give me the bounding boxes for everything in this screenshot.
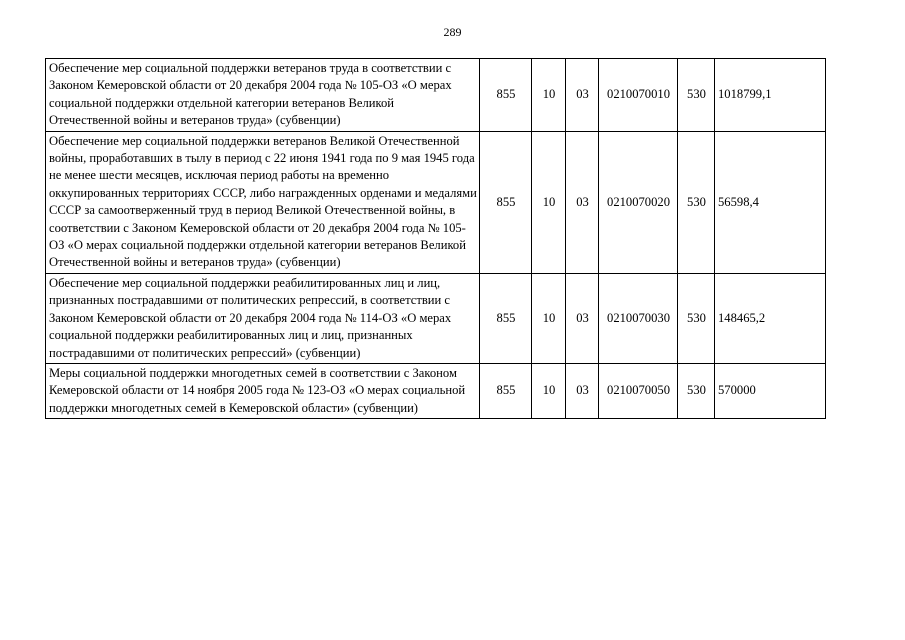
table-row (46, 273, 826, 363)
section-code: 10 (532, 131, 566, 273)
ministry-code: 855 (480, 363, 532, 418)
amount: 56598,4 (715, 131, 826, 273)
row-description: Обеспечение мер социальной поддержки ветеранов Великой Отечественной войны, проработавших в тылу в период с 22 июня 1941 года по 9 мая 1945 года не менее шести месяцев, исключая период работы на временно оккупированных территориях СССР, либо награжденных орденами и медалями СССР за самоотверженный труд в период Великой Отечественной войны, в соответствии с Законом Кемеровской области от 20 декабря 2004 года № 105-ОЗ «О мерах социальной поддержки отдельной категории ветеранов Великой Отечественной войны и ветеранов труда» (субвенции) (46, 131, 480, 273)
subsection-code: 03 (566, 273, 599, 363)
ministry-code: 855 (480, 131, 532, 273)
row-description: Меры социальной поддержки многодетных семей в соответствии с Законом Кемеровской области от 14 ноября 2005 года № 123-ОЗ «О мерах социальной поддержки многодетных семей в Кемеровской области» (субвенции) (46, 363, 480, 418)
expense-type-code: 530 (678, 131, 715, 273)
ministry-code: 855 (480, 59, 532, 132)
row-description: Обеспечение мер социальной поддержки реабилитированных лиц и лиц, признанных пострадавшими от политических репрессий, в соответствии с Законом Кемеровской области от 20 декабря 2004 года № 114-ОЗ «О мерах социальной поддержки реабилитированных лиц и лиц, признанных пострадавшими от политических репрессий» (субвенции) (46, 273, 480, 363)
amount: 1018799,1 (715, 59, 826, 132)
ministry-code: 855 (480, 273, 532, 363)
section-code: 10 (532, 363, 566, 418)
target-article-code: 0210070050 (599, 363, 678, 418)
subsection-code: 03 (566, 131, 599, 273)
amount: 148465,2 (715, 273, 826, 363)
amount: 570000 (715, 363, 826, 418)
subsection-code: 03 (566, 59, 599, 132)
page-number: 289 (443, 25, 462, 39)
budget-table (45, 58, 826, 419)
expense-type-code: 530 (678, 273, 715, 363)
target-article-code: 0210070020 (599, 131, 678, 273)
section-code: 10 (532, 273, 566, 363)
target-article-code: 0210070010 (599, 59, 678, 132)
expense-type-code: 530 (678, 59, 715, 132)
target-article-code: 0210070030 (599, 273, 678, 363)
table-row (46, 363, 826, 418)
expense-type-code: 530 (678, 363, 715, 418)
row-description: Обеспечение мер социальной поддержки ветеранов труда в соответствии с Законом Кемеровской области от 20 декабря 2004 года № 105-ОЗ «О мерах социальной поддержки отдельной категории ветеранов Великой Отечественной войны и ветеранов труда» (субвенции) (46, 59, 480, 132)
subsection-code: 03 (566, 363, 599, 418)
table-row (46, 59, 826, 132)
table-row (46, 131, 826, 273)
section-code: 10 (532, 59, 566, 132)
